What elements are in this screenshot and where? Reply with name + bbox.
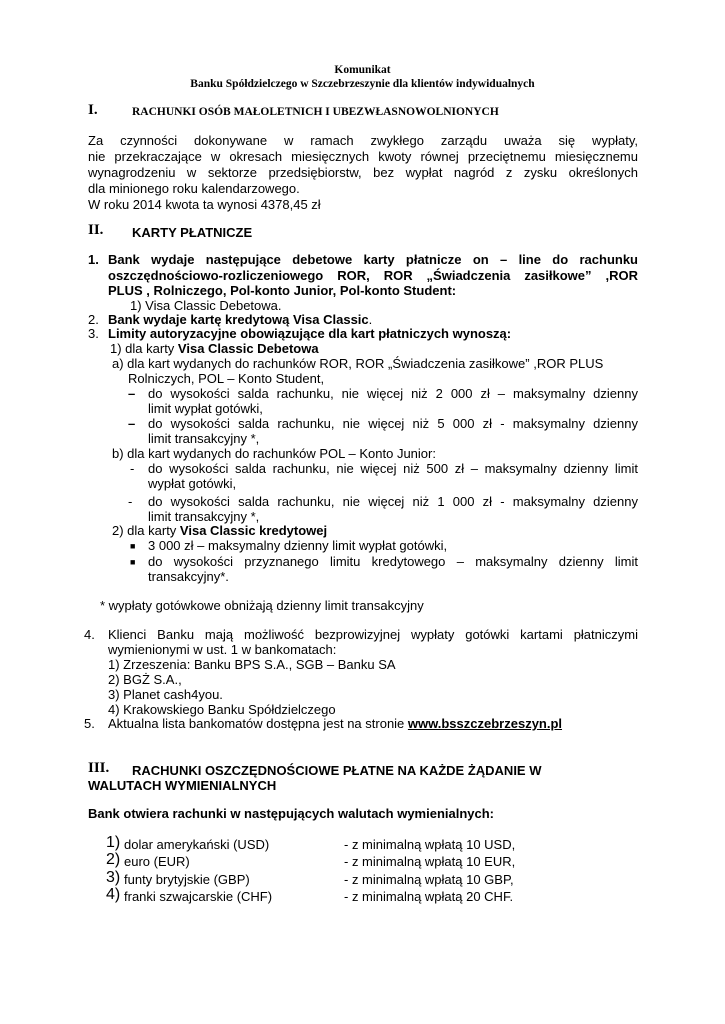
section-2-heading: KARTY PŁATNICZE [132,225,253,240]
currency-number: 4) [106,886,121,903]
limit-debit-prefix: 1) dla karty [110,341,178,356]
currency-minimum: - z minimalną wpłatą 10 USD, [344,837,516,852]
section-3-numeral: III. [88,760,110,776]
limit-debit-heading [110,341,319,357]
limit-footnote: * wypłaty gotówkowe obniżają dzienny limit transakcyjny [100,598,424,613]
currency-minimum: - z minimalną wpłatą 10 GBP, [344,872,514,887]
limit-b-bullet-1-line: do wysokości salda rachunku, nie więcej niż 500 zł – maksymalny dzienny limit [148,461,638,476]
currency-number: 3) [106,869,121,886]
dash-bullet: - [128,494,133,509]
square-bullet: ■ [130,541,136,551]
limit-credit-prefix: 2) dla karty [112,523,180,538]
item-2-card: Visa Classic [292,312,369,327]
limit-a-bullet-1-line: limit wypłat gotówki, [148,401,263,416]
atm-network: 3) Planet cash4you. [108,687,223,702]
item-5-prefix: Aktualna lista bankomatów dostępna jest na stronie [108,716,408,731]
currency-name: euro (EUR) [124,854,190,869]
square-bullet: ■ [130,557,136,567]
section-1-paragraph-line: Za czynności dokonywane w ramach zwykłego zarządu uważa się wypłaty, [88,133,638,148]
item-2-prefix: Bank wydaje kartę kredytową [108,312,293,327]
currency-name: dolar amerykański (USD) [124,837,270,852]
item-1-number: 1. [88,252,99,267]
item-4-line: wymienionymi w ust. 1 w bankomatach: [108,642,337,657]
limit-credit-heading [112,523,327,539]
atm-network: 1) Zrzeszenia: Banku BPS S.A., SGB – Banku SA [108,657,396,672]
limit-a-bullet-2-line: limit transakcyjny *, [148,431,260,446]
limit-credit-bullet-2-line: transakcyjny*. [148,569,229,584]
document-title: Komunikat [334,64,391,76]
limit-a-bullet-2-line: do wysokości salda rachunku, nie więcej niż 5 000 zł - maksymalny dzienny [148,416,638,431]
limit-b-bullet-2-line: do wysokości salda rachunku, nie więcej niż 1 000 zł - maksymalny dzienny [148,494,638,509]
limit-a-line: a) dla kart wydanych do rachunków ROR, ROR „Świadczenia zasiłkowe” ,ROR PLUS [112,356,604,371]
document-subtitle: Banku Spółdzielczego w Szczebrzeszynie dla klientów indywidualnych [190,78,535,90]
limit-b-bullet-2-line: limit transakcyjny *, [148,509,260,524]
currency-name: franki szwajcarskie (CHF) [124,889,273,904]
dash-bullet: – [128,386,136,401]
section-1-paragraph-line: dla minionego roku kalendarzowego. [88,181,300,196]
currency-name: funty brytyjskie (GBP) [124,872,250,887]
section-3-heading: RACHUNKI OSZCZĘDNOŚCIOWE PŁATNE NA KAŻDE ŻĄDANIE W [132,763,542,778]
item-5-number: 5. [84,716,95,731]
currency-number: 1) [106,834,121,851]
limit-b-bullet-1-line: wypłat gotówki, [148,476,237,491]
currency-minimum: - z minimalną wpłatą 10 EUR, [344,854,516,869]
limit-credit-card: Visa Classic kredytowej [179,523,328,538]
item-5-text [108,716,562,732]
dash-bullet: – [128,416,136,431]
limit-a-line: Rolniczych, POL – Konto Student, [128,371,325,386]
limit-a-bullet-1-line: do wysokości salda rachunku, nie więcej niż 2 000 zł – maksymalny dzienny [148,386,638,401]
item-1-line: Bank wydaje następujące debetowe karty płatnicze on – line do rachunku [108,252,638,267]
atm-network: 4) Krakowskiego Banku Spółdzielczego [108,702,336,717]
item-1-card: 1) Visa Classic Debetowa. [130,298,282,313]
limit-credit-bullet-1: 3 000 zł – maksymalny dzienny limit wypłat gotówki, [148,538,448,553]
section-1-paragraph-line: nie przekraczające w okresach miesięcznych kwoty równej przeciętnemu miesięcznemu [88,149,638,164]
limit-credit-bullet-2-line: do wysokości przyznanego limitu kredytowego – maksymalny dzienny limit [148,554,638,569]
limit-debit-card: Visa Classic Debetowa [177,341,319,356]
section-3-intro: Bank otwiera rachunki w następujących walutach wymienialnych: [88,806,495,821]
item-4-line: Klienci Banku mają możliwość bezprowizyjnej wypłaty gotówki kartami płatniczymi [108,627,638,642]
bank-website-link[interactable]: www.bsszczebrzeszyn.pl [407,716,563,731]
item-1-line: oszczędnościowo-rozliczeniowego ROR, ROR „Świadczenia zasiłkowe” ,ROR [108,268,638,283]
dash-bullet: - [130,461,135,476]
item-4-number: 4. [84,627,95,642]
item-2-suffix: . [368,312,373,327]
limit-b-line: b) dla kart wydanych do rachunków POL – Konto Junior: [112,446,436,461]
section-1-amount: W roku 2014 kwota ta wynosi 4378,45 zł [88,197,321,212]
item-3-text: Limity autoryzacyjne obowiązujące dla kart płatniczych wynoszą: [108,326,512,341]
section-2-numeral: II. [88,222,104,238]
currency-minimum: - z minimalną wpłatą 20 CHF. [344,889,514,904]
item-1-line: PLUS , Rolniczego, Pol-konto Junior, Pol-konto Student: [108,283,457,298]
section-3-heading: WALUTACH WYMIENIALNYCH [88,778,277,793]
item-2-number: 2. [88,312,99,327]
atm-network: 2) BGŻ S.A., [108,672,182,687]
section-1-numeral: I. [88,102,98,118]
section-1-paragraph-line: wynagrodzeniu w sektorze przedsiębiorstw, bez wypłat nagród z zysku określonych [88,165,638,180]
currency-number: 2) [106,851,121,868]
section-1-heading: RACHUNKI OSÓB MAŁOLETNICH I UBEZWŁASNOWOLNIONYCH [132,106,499,118]
item-3-number: 3. [88,326,99,341]
